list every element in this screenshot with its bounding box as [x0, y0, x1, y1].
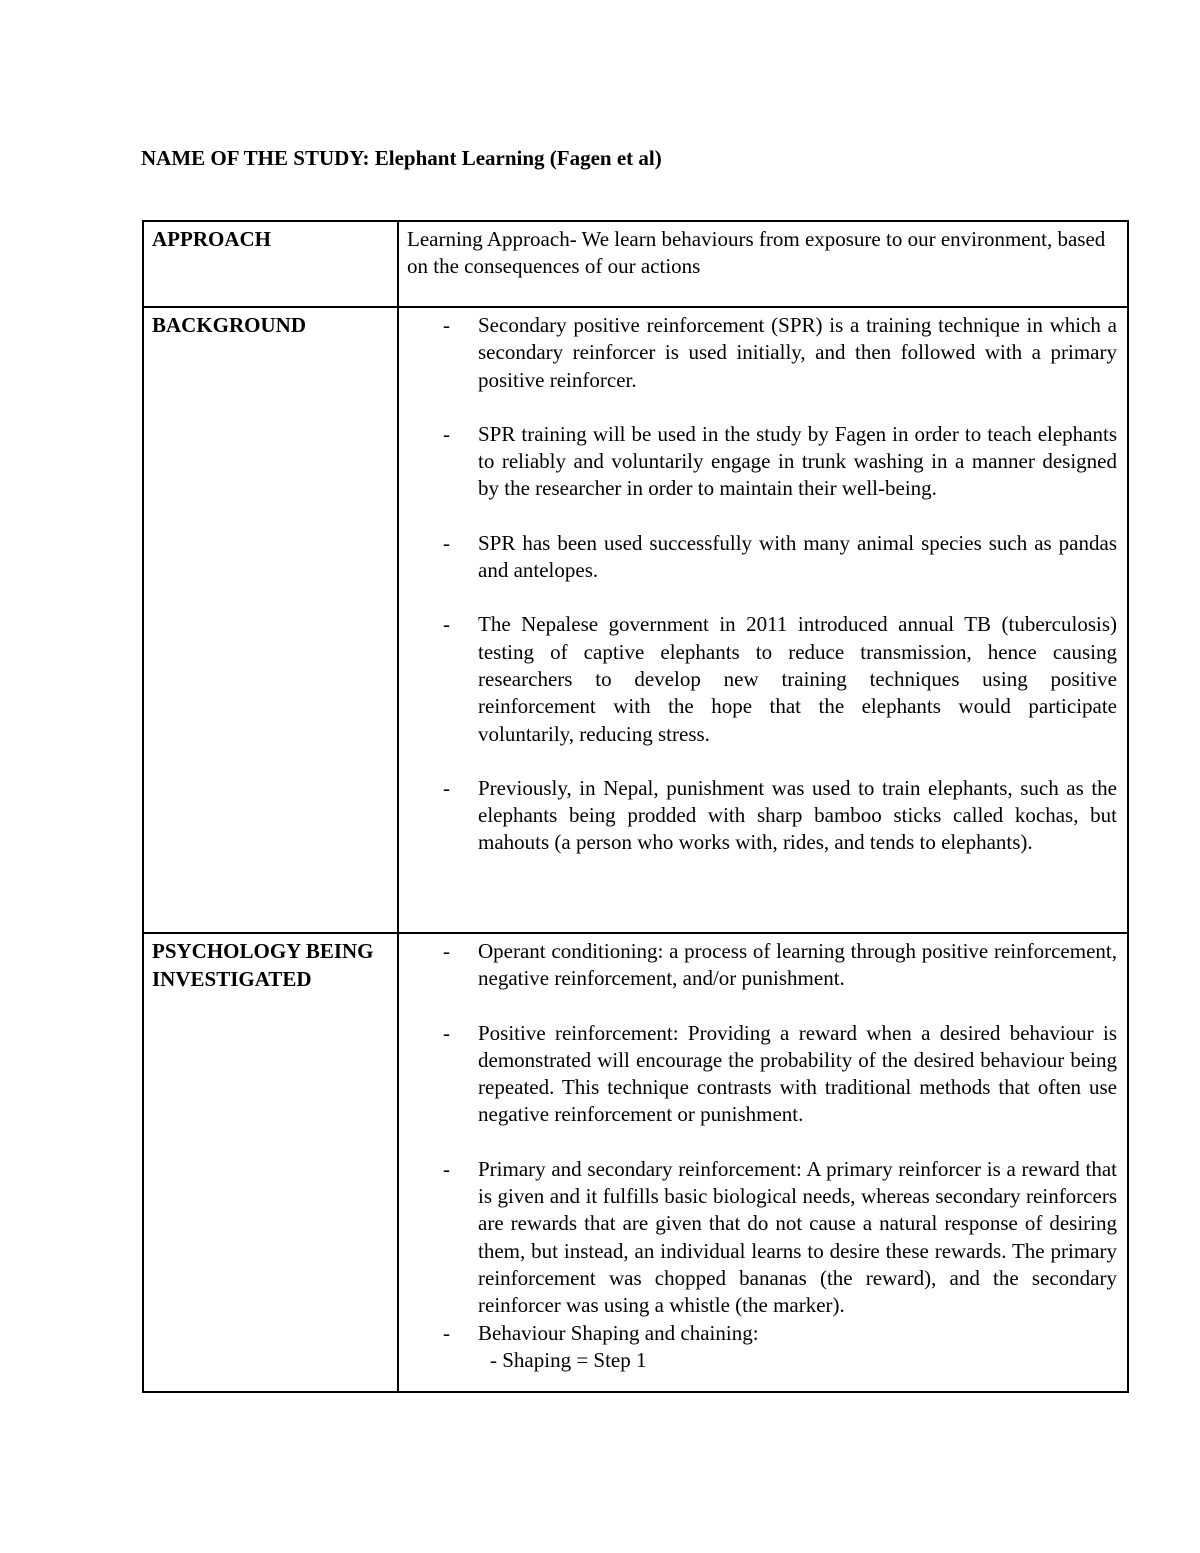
list-item: - SPR training will be used in the study by Fagen in order to teach elephants to reliably and voluntarily engage in trunk washing in a manner designed by the researcher in order to maintain their well-being.	[478, 421, 1117, 503]
list-item: - Primary and secondary reinforcement: A primary reinforcer is a reward that is given and it fulfills basic biological needs, whereas secondary reinforcers are rewards that are given that do not cause a natural response of desiring them, but instead, an individual learns to desire these rewards. The primary reinforcement was chopped bananas (the reward), and the secondary reinforcer was using a whistle (the marker).	[478, 1156, 1117, 1320]
behaviour-shaping-text: Behaviour Shaping and chaining:	[478, 1320, 759, 1345]
table-row-psychology	[143, 933, 1128, 1392]
list-item: - Positive reinforcement: Providing a reward when a desired behaviour is demonstrated will encourage the probability of the desired behaviour being repeated. This technique contrasts with traditional methods that often use negative reinforcement or punishment.	[478, 1020, 1117, 1129]
list-item: - Operant conditioning: a process of learning through positive reinforcement, negative reinforcement, and/or punishment.	[478, 938, 1117, 993]
list-item: - Previously, in Nepal, punishment was used to train elephants, such as the elephants being prodded with sharp bamboo sticks called kochas, but mahouts (a person who works with, rides, and tends to elephants).	[478, 775, 1117, 857]
background-content	[398, 307, 1128, 933]
list-item: - The Nepalese government in 2011 introduced annual TB (tuberculosis) testing of captive elephants to reduce transmission, hence causing researchers to develop new training techniques using positive reinforcement with the hope that the elephants would participate voluntarily, reducing stress.	[478, 611, 1117, 747]
psychology-content	[398, 933, 1128, 1392]
background-label: BACKGROUND	[143, 307, 398, 933]
background-list	[407, 312, 1117, 857]
table-row-approach	[143, 221, 1128, 307]
sub-list-item: - Shaping = Step 1	[490, 1347, 647, 1372]
approach-text: Learning Approach- We learn behaviours from exposure to our environment, based on the consequences of our actions	[407, 227, 1106, 279]
table-row-background	[143, 307, 1128, 933]
page-title: NAME OF THE STUDY: Elephant Learning (Fagen et al)	[141, 146, 662, 170]
approach-label: APPROACH	[143, 221, 398, 307]
psychology-label: PSYCHOLOGY BEING INVESTIGATED	[143, 933, 398, 1392]
list-item: - Secondary positive reinforcement (SPR) is a training technique in which a secondary reinforcer is used initially, and then followed with a primary positive reinforcer.	[478, 312, 1117, 394]
study-table	[142, 220, 1129, 1393]
list-item: - SPR has been used successfully with many animal species such as pandas and antelopes.	[478, 530, 1117, 585]
approach-content	[398, 221, 1128, 307]
list-item-behaviour-shaping	[478, 1320, 1117, 1375]
psychology-list	[407, 938, 1117, 1374]
